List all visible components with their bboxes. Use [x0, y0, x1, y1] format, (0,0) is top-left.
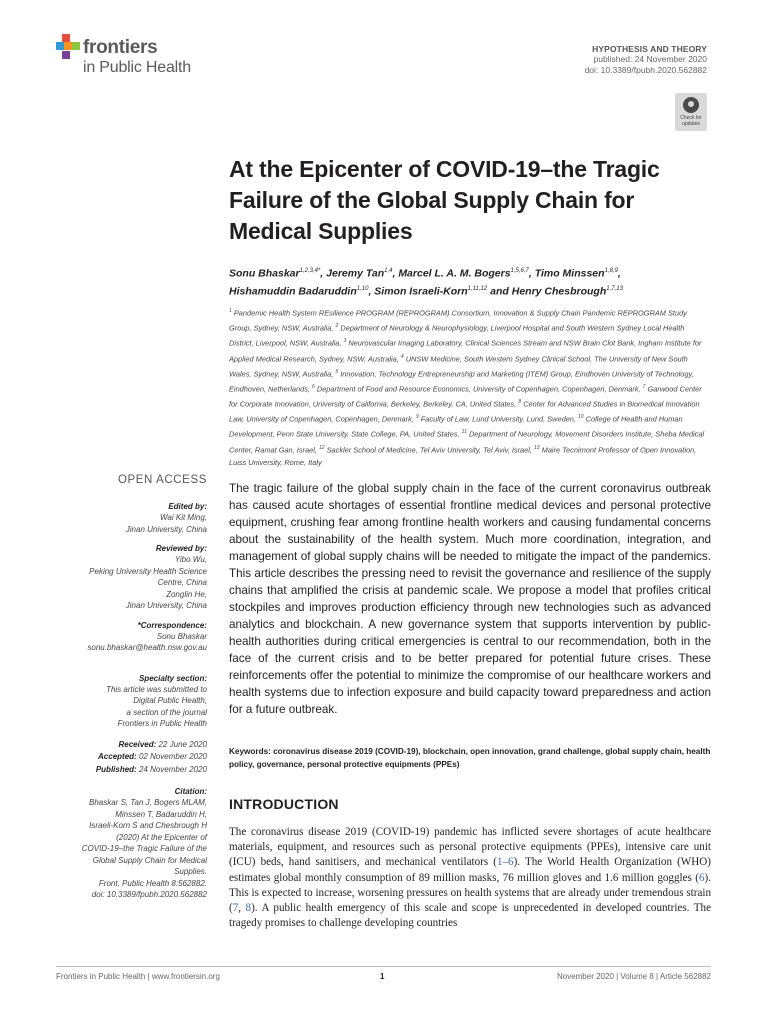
- article-doi[interactable]: doi: 10.3389/fpubh.2020.562882: [584, 65, 707, 75]
- specialty-line: a section of the journal: [126, 707, 207, 717]
- correspondence-name: Sonu Bhaskar: [156, 631, 207, 641]
- affiliation: Department of Food and Resource Economics, University of Copenhagen, Copenhagen, Denmark,: [316, 384, 641, 394]
- date-label: Published:: [95, 764, 137, 774]
- editor-line: Jinan University, China: [125, 524, 207, 534]
- author-name[interactable]: Hishamuddin Badaruddin: [229, 285, 357, 297]
- affil-sup: 2: [335, 323, 339, 330]
- footer-volume: November 2020 | Volume 8 | Article 562882: [556, 972, 711, 981]
- affil-sup: 10: [578, 414, 584, 421]
- footer-journal[interactable]: Frontiers in Public Health | www.frontiersin.org: [56, 972, 220, 981]
- author-sup: 1,11,12: [467, 285, 488, 292]
- affiliation: Faculty of Law, Lund University, Lund, Sweden,: [420, 414, 576, 424]
- affil-sup: 1: [229, 308, 232, 314]
- affiliation: Department of Neurology, Movement Disorders Institute, Sheba Medical Center, Ramat Gan, Israel,: [229, 429, 705, 455]
- author-list: Sonu Bhaskar$^{1,2,3,4*}$, Jeremy Tan$^{1,4}$, Marcel L. A. M. Bogers$^{1,5,6,7}$, Timo Minssen$^{1,8,9}$, Hishamuddin Badaruddin$^{1,10}$, Simon Israeli-Korn$^{1,11,12}$ and Henry Chesbrough$^{1,7,13}$: [229, 267, 623, 297]
- specialty-label: Specialty section:: [138, 673, 207, 683]
- citation-doi[interactable]: doi: 10.3389/fpubh.2020.562882: [91, 890, 207, 899]
- article-title: At the Epicenter of COVID-19–the Tragic Failure of the Global Supply Chain for Medical Supplies: [229, 156, 660, 244]
- affiliation: Pandemic Health System REsilience PROGRAM (REPROGRAM) Consortium, Innovation & Supply Chain Pandemic REPROGRAM Study Group, Sydney, NSW, Australia,: [229, 308, 687, 333]
- reviewer-line: Centre, China: [157, 578, 207, 587]
- abstract: The tragic failure of the global supply chain in the face of the current coronavirus outbreak has caused acute shortages of essential frontline medical devices and personal protective equipment, crushing fear among frontline health workers and causing fundamental concerns about the sustainability of the health system. Much more coordination, integration, and management of global supply chains will be needed to mitigate the impact of the pandemics. This article describes the pressing need to revisit the governance and resilience of the supply chains that amplified the crisis at pandemic scale. We propose a model that profiles critical stockpiles and improves production efficiency through new technologies such as advanced analytics and blockchain. A new governance system that supports intervention by public-health authorities during critical emergencies is central to our recommendation, both in the face of the current crisis and to be better prepared for potential future crises. These reinforcements offer the potential to minimize the compromise of our healthcare workers and health systems due to infection exposure and build capacity toward preparedness and action for a future outbreak.: [229, 482, 711, 716]
- article-meta: [585, 44, 707, 76]
- citation-line: COVID-19–the Tragic Failure of the: [81, 844, 207, 853]
- introduction-paragraph: [229, 825, 711, 931]
- open-access-label: OPEN ACCESS: [117, 474, 207, 486]
- accepted-date: [56, 751, 207, 764]
- frontiers-logo-icon: [56, 34, 80, 62]
- specialty-line: Digital Public Health,: [133, 696, 207, 705]
- affiliation: Innovation, Technology Entrepreneurship and Marketing (ITEM) Group, Eindhoven University of Technology, Eindhoven, Netherlands,: [229, 369, 694, 394]
- citation-line: Supplies.: [174, 867, 207, 876]
- text-run: ). The World Health Organization (WHO) estimates global monthly consumption of 89 million masks, 76 million gloves and 1.6 million goggles (: [229, 856, 711, 884]
- author-sup: 1,4: [384, 268, 393, 274]
- author-name[interactable]: Sonu Bhaskar: [229, 267, 300, 280]
- check-updates-label: Check for updates: [680, 115, 702, 127]
- check-updates-icon: [683, 97, 699, 113]
- affiliation: UNSW Medicine, South Western Sydney Clinical School, The University of New South Wales, Sydney, NSW, Australia,: [229, 353, 688, 379]
- text-run: ,: [238, 902, 246, 915]
- affiliation: College of Health and Human Development, Penn State University, State College, PA, United States,: [229, 414, 683, 439]
- text-run: The coronavirus disease 2019 (COVID-19) pandemic has inflicted severe shortages of acute healthcare materials, equipment, and resources such as personal protective equipments (PPEs), intensive care unit (ICU) beds, hand sanitisers, and mechanical ventilators (: [229, 826, 711, 869]
- footer-divider: [56, 966, 711, 967]
- journal-logo[interactable]: [56, 32, 226, 82]
- check-for-updates-button[interactable]: [675, 93, 707, 131]
- citation-link[interactable]: 7: [232, 902, 239, 915]
- reviewer-line: Yibo Wu,: [174, 555, 207, 564]
- citation-label: Citation:: [174, 787, 207, 796]
- published-date: published: 24 November 2020: [593, 54, 707, 64]
- author-name[interactable]: Jeremy Tan: [326, 267, 385, 280]
- sidebar-info: [56, 501, 207, 901]
- specialty-line: Frontiers in Public Health: [117, 719, 207, 728]
- article-type: HYPOTHESIS AND THEORY: [592, 44, 707, 54]
- affil-sup: 13: [534, 444, 540, 451]
- logo-journal-name: in Public Health: [83, 59, 191, 76]
- affil-sup: 7: [642, 383, 646, 390]
- reviewer-line: Zonglin He,: [166, 589, 207, 599]
- affiliations: [229, 305, 709, 469]
- date-value: 02 November 2020: [138, 752, 207, 761]
- affil-sup: 8: [518, 399, 522, 406]
- keywords: Keywords: coronavirus disease 2019 (COVID-19), blockchain, open innovation, grand challenge, global supply chain, health policy, governance, personal protective equipments (PPEs): [229, 747, 711, 769]
- specialty-line: This article was submitted to: [106, 684, 207, 694]
- affil-sup: 3: [343, 338, 347, 345]
- affiliation: Garwood Center for Corporate Innovation, University of California, Berkeley, Berkeley, CA, United States,: [229, 384, 702, 409]
- date-value: 24 November 2020: [138, 764, 207, 774]
- section-heading: INTRODUCTION: [229, 796, 339, 812]
- text-run: ). A public health emergency of this scale and scope is unprecedented in developed countries. The tragedy promises to challenge developing countries: [229, 902, 711, 930]
- logo-wordmark: frontiers: [83, 37, 158, 58]
- author-name[interactable]: Henry Chesbrough: [511, 285, 607, 297]
- citation-line: Global Supply Chain for Medical: [92, 855, 207, 865]
- affil-sup: 5: [335, 368, 339, 375]
- page-number: 1: [380, 972, 385, 981]
- citation-link[interactable]: 8: [245, 902, 252, 915]
- published-date-side: [56, 764, 207, 777]
- edited-by-label: Edited by:: [168, 502, 207, 511]
- affil-sup: 6: [312, 383, 315, 390]
- author-sup: 1,7,13: [606, 285, 623, 292]
- correspondence-label: *Correspondence:: [137, 620, 207, 630]
- author-sup: 1,10: [356, 285, 369, 292]
- citation-line: Front. Public Health 8:562882.: [98, 878, 207, 888]
- citation-line: Israeli-Korn S and Chesbrough H: [89, 821, 207, 830]
- affil-sup: 4: [400, 353, 404, 360]
- affil-sup: 12: [318, 444, 325, 451]
- author-sup: 1,8,9: [604, 268, 618, 274]
- date-label: Received:: [118, 739, 157, 749]
- citation-link[interactable]: 6: [698, 871, 705, 884]
- reviewer-line: Jinan University, China: [125, 601, 207, 610]
- citation-line: Bhaskar S, Tan J, Bogers MLAM,: [89, 798, 207, 807]
- author-name[interactable]: Timo Minssen: [534, 267, 605, 280]
- citation-line: Minssen T, Badaruddin H,: [115, 809, 207, 819]
- author-sup: 1,5,6,7: [510, 268, 529, 274]
- date-label: Accepted:: [98, 752, 137, 761]
- author-sup: 1,2,3,4*: [299, 268, 321, 274]
- correspondence-email[interactable]: sonu.bhaskar@health.nsw.gov.au: [87, 643, 207, 652]
- received-date: [56, 739, 207, 752]
- affiliation: Maire Tecnimont Professor of Open Innovation, Luiss University, Rome, Italy: [229, 445, 697, 467]
- citation-line: (2020) At the Epicenter of: [116, 832, 207, 842]
- citation-link[interactable]: 1–6: [496, 856, 514, 869]
- affiliation: Center for Advanced Studies in Biomedical Innovation Law, University of Copenhagen, Copenhagen, Denmark,: [229, 399, 700, 424]
- dates-block: [56, 739, 207, 777]
- reviewer-line: Peking University Health Science: [89, 566, 207, 576]
- date-value: 22 June 2020: [158, 739, 207, 749]
- affiliation: Department of Neurology & Neurophysiology, Liverpool Hospital and South Western Sydney Local Health District, Liverpool, NSW, Australia,: [229, 323, 685, 348]
- affil-sup: 9: [415, 414, 419, 421]
- affiliation: Neurovascular Imaging Laboratory, Clinical Sciences Stream and NSW Brain Clot Bank, Ingham Institute for Applied Medical Research, Sydney, NSW, Australia,: [229, 338, 702, 363]
- author-name[interactable]: Simon Israeli-Korn: [374, 285, 468, 297]
- affil-sup: 11: [461, 429, 467, 436]
- author-name[interactable]: Marcel L. A. M. Bogers: [398, 267, 511, 280]
- reviewed-by-label: Reviewed by:: [155, 544, 207, 553]
- text-run: ). This is expected to increase, worsening pressures on health systems that are already under tremendous strain (: [229, 871, 711, 915]
- editor-line: Wai Kit Ming,: [160, 513, 207, 522]
- affiliation: Sackler School of Medicine, Tel Aviv University, Tel Aviv, Israel,: [326, 445, 532, 455]
